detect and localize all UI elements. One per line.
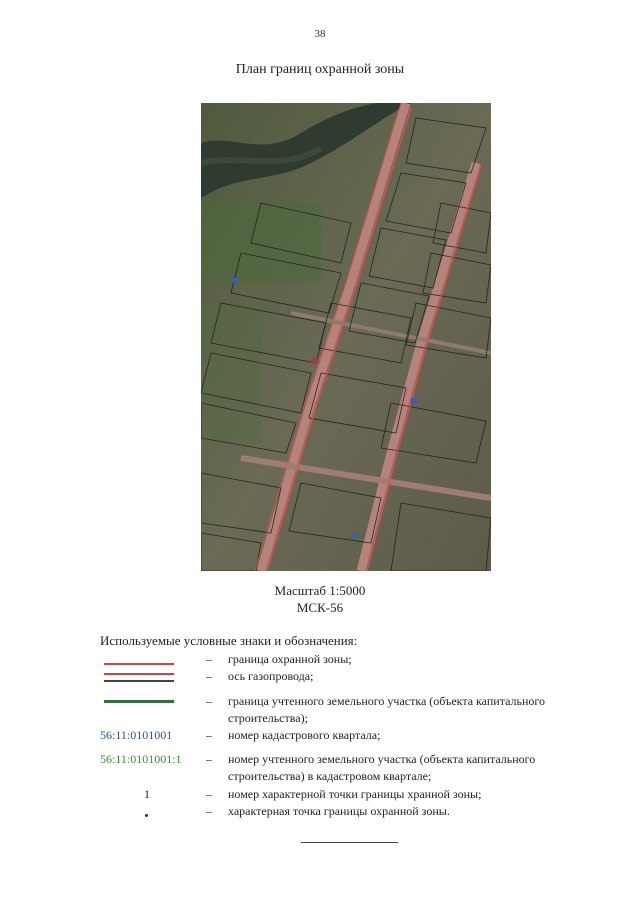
legend-dash: – — [206, 752, 212, 766]
quarter-number-sample: 56:11:0101001 — [100, 728, 173, 742]
legend-dash: – — [206, 804, 212, 818]
page-title: План границ охранной зоны — [235, 62, 405, 77]
legend-item-parcel-number — [100, 751, 590, 785]
parcel-number-sample: 56:11:0101001:1 — [100, 752, 182, 766]
map-scale: Масштаб 1:5000 — [274, 583, 366, 598]
legend-text: граница охранной зоны; — [228, 652, 352, 666]
legend-text: номер кадастрового квартала; — [228, 728, 381, 742]
legend-dash: – — [206, 728, 212, 742]
legend-text: граница учтенного земельного участка (объекта капитального строительства); — [228, 694, 546, 725]
satellite-map[interactable] — [201, 103, 491, 571]
legend-text: характерная точка границы охранной зоны. — [228, 804, 450, 818]
pipeline-axis-red-symbol — [104, 673, 174, 675]
coordinate-system: МСК-56 — [296, 600, 344, 615]
legend-item-characteristic-point — [100, 803, 590, 820]
legend-dash: – — [206, 669, 212, 683]
parcel-boundary-symbol — [104, 700, 174, 703]
zone-boundary-symbol — [104, 663, 174, 665]
point-number-sample: 1 — [144, 787, 150, 801]
legend-heading: Используемые условные знаки и обозначения: — [100, 633, 358, 648]
legend-dash: – — [206, 787, 212, 801]
legend-item-pipeline-axis — [100, 668, 590, 685]
legend-text: номер учтенного земельного участка (объекта капитального строительства) в кадастровом квартале; — [228, 752, 536, 783]
legend-item-point-number — [100, 786, 590, 803]
pipeline-axis-symbol — [104, 680, 174, 682]
legend-text: номер характерной точки границы хранной зоны; — [228, 787, 482, 801]
characteristic-point-icon — [145, 814, 148, 817]
page-number: 38 — [314, 28, 326, 40]
legend-item-parcel-boundary — [100, 693, 590, 727]
bottom-divider — [301, 842, 398, 843]
legend-item-quarter-number — [100, 727, 590, 744]
legend-dash: – — [206, 694, 212, 708]
legend-item-zone-boundary — [100, 651, 590, 668]
map-image — [201, 103, 491, 571]
legend-dash: – — [206, 652, 212, 666]
legend-text: ось газопровода; — [228, 669, 314, 683]
